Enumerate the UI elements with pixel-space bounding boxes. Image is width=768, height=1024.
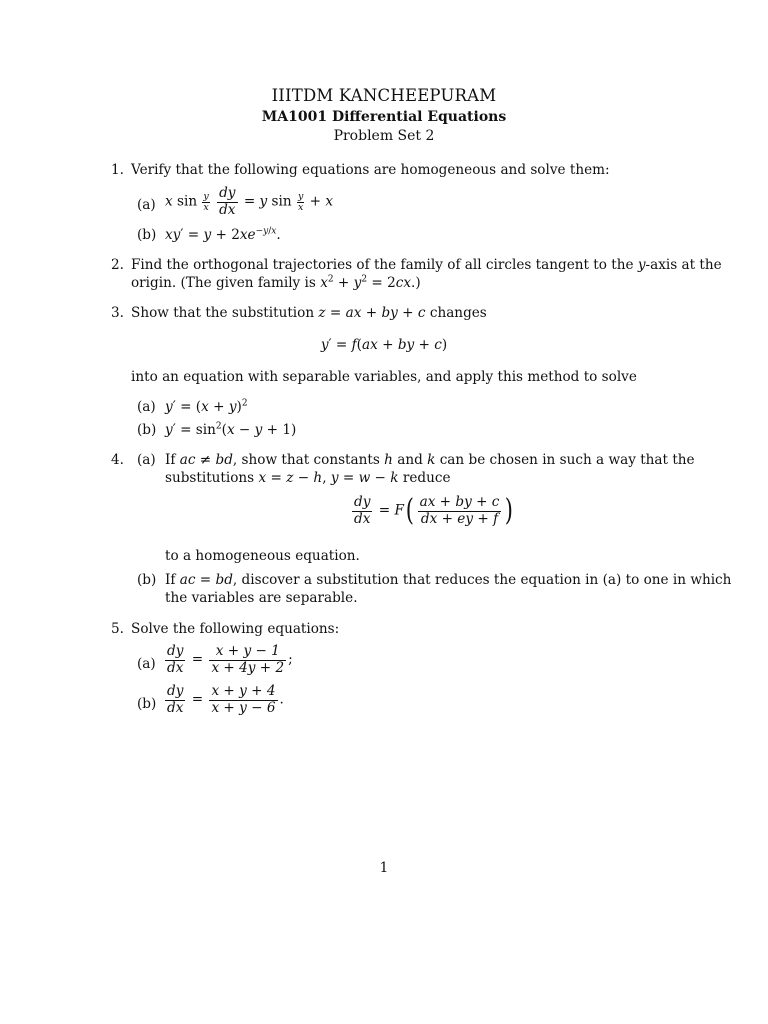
problem-5-text: Solve the following equations: bbox=[131, 621, 340, 637]
problem-5b-label: (b) bbox=[137, 696, 157, 712]
problem-4a-text-after: to a homogeneous equation. bbox=[165, 548, 360, 564]
problem-3-number: 3. bbox=[111, 305, 124, 321]
problem-1-text: Verify that the following equations are homogeneous and solve them: bbox=[131, 162, 610, 178]
problem-5a-label: (a) bbox=[137, 656, 156, 672]
problem-3b-label: (b) bbox=[137, 422, 157, 438]
page-number: 1 bbox=[379, 860, 389, 876]
problem-3a-equation: $y' = (x + y)^2$ bbox=[165, 398, 248, 415]
problem-4a-text-line1: If ac ≠ bd, show that constants h and k can be chosen in such a way that the bbox=[165, 452, 695, 468]
problem-1b-label: (b) bbox=[137, 227, 157, 243]
problem-4a-text-line2: substitutions x = z − h, y = w − k reduce bbox=[165, 470, 451, 486]
problem-3-text-after: into an equation with separable variables, and apply this method to solve bbox=[131, 369, 637, 385]
course-title: MA1001 Differential Equations bbox=[261, 109, 507, 125]
problem-3a-label: (a) bbox=[137, 399, 156, 415]
problem-4a-label: (a) bbox=[137, 452, 156, 468]
problem-4b-label: (b) bbox=[137, 572, 157, 588]
problem-4-number: 4. bbox=[111, 452, 124, 468]
problem-5b-equation: $\frac{dy}{dx}$ = $\frac{x + y + 4}{x + y - 6}$ . bbox=[167, 683, 284, 716]
problem-2-text-line2: origin. (The given family is $x^2 + y^2 = 2cx$.) bbox=[131, 274, 421, 291]
problem-1-number: 1. bbox=[111, 162, 124, 178]
problem-5-number: 5. bbox=[111, 621, 124, 637]
problem-2-number: 2. bbox=[111, 257, 124, 273]
problem-1a-equation: x sin $\frac{y}{x}$ $\frac{dy}{dx}$ = y sin $\frac{y}{x}$ + x bbox=[165, 185, 334, 218]
problem-4a-display-equation: $\frac{dy}{dx}$ = F( $\frac{ax + by + c}{dx + ey + f}$ ) bbox=[354, 493, 514, 529]
problem-4b-text-line1: If ac = bd, discover a substitution that reduces the equation in (a) to one in which bbox=[165, 572, 732, 588]
institute-title: IIITDM KANCHEEPURAM bbox=[271, 86, 497, 105]
problem-1b-equation: $xy' = y + 2xe^{-y/x}$. bbox=[165, 226, 281, 243]
problem-4b-text-line2: the variables are separable. bbox=[165, 590, 358, 606]
problem-3-text-before: Show that the substitution z = ax + by + c changes bbox=[131, 305, 487, 321]
problem-1a-label: (a) bbox=[137, 197, 156, 213]
problem-3-display-equation: y′ = f(ax + by + c) bbox=[320, 337, 448, 353]
problem-3b-equation: $y' = \sin^2(x - y + 1)$ bbox=[165, 421, 297, 438]
problem-2-text-line1: Find the orthogonal trajectories of the family of all circles tangent to the y-axis at the bbox=[131, 257, 722, 273]
problem-5a-equation: $\frac{dy}{dx}$ = $\frac{x + y - 1}{x + 4y + 2}$ ; bbox=[167, 643, 293, 676]
problem-set-title: Problem Set 2 bbox=[333, 128, 435, 144]
